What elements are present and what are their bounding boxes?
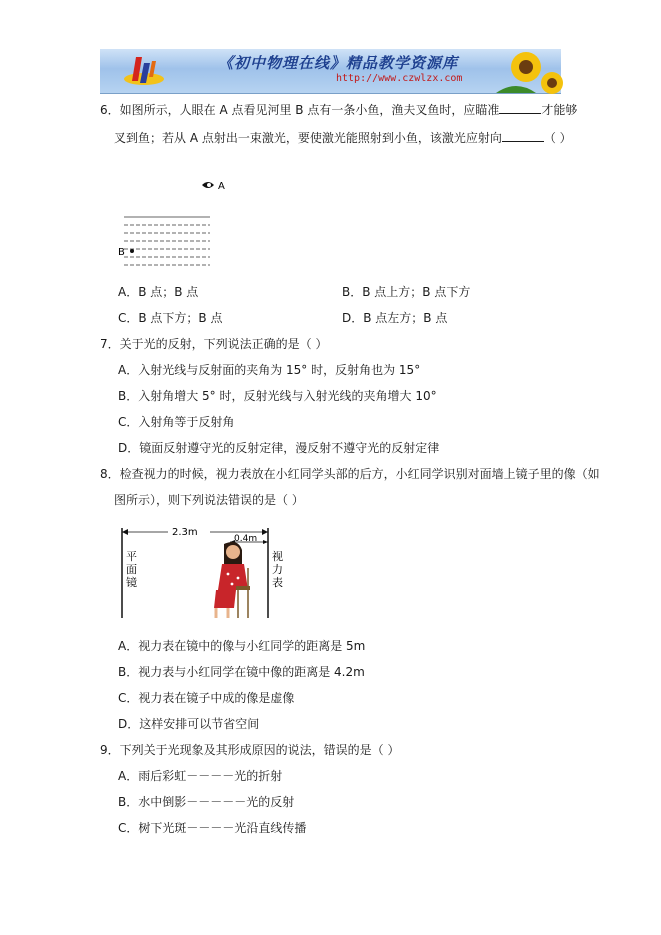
- q6-stem-line2: 叉到鱼；若从 A 点射出一束激光，要使激光能照射到小鱼，该激光应射向 （ ）: [114, 128, 572, 146]
- q8-option-b[interactable]: B．视力表与小红同学在镜中像的距离是 4.2m: [118, 665, 365, 679]
- q6-option-a[interactable]: A．B 点；B 点: [118, 285, 199, 299]
- q7-option-a[interactable]: A．入射光线与反射面的夹角为 15° 时，反射角也为 15°: [118, 363, 421, 377]
- q6-figure: [110, 175, 225, 275]
- q9-stem: 9．下列关于光现象及其形成原因的说法，错误的是（ ）: [100, 743, 400, 757]
- eye-icon: [202, 182, 214, 188]
- q6-option-c[interactable]: C．B 点下方；B 点: [118, 311, 223, 325]
- q6-blank-1: [499, 100, 541, 114]
- q8-figure: [118, 520, 288, 620]
- q8-stem-line1: 8．检查视力的时候，视力表放在小红同学头部的后方，小红同学识别对面墙上镜子里的像（如: [100, 467, 600, 481]
- water-lines: [124, 217, 210, 265]
- sunflower-icon: [496, 49, 561, 93]
- banner-url: http://www.czwlzx.com: [336, 73, 463, 84]
- point-b-label: B: [118, 247, 125, 258]
- fish-point-b: [130, 249, 134, 253]
- q6-stem-line1: 6．如图所示，人眼在 A 点看见河里 B 点有一条小鱼，渔夫叉鱼时，应瞄准 才能够: [100, 100, 577, 118]
- q8-option-d[interactable]: D．这样安排可以节省空间: [118, 717, 260, 731]
- q9-option-a[interactable]: A．雨后彩虹－－－－光的折射: [118, 769, 283, 783]
- mirror-label-1: 平: [126, 550, 137, 563]
- q7-option-c[interactable]: C．入射角等于反射角: [118, 415, 235, 429]
- mirror-label-3: 镜: [126, 576, 137, 589]
- chart-label-2: 力: [272, 563, 283, 576]
- q6-blank-2: [502, 128, 544, 142]
- q7-option-b[interactable]: B．入射角增大 5° 时，反射光线与入射光线的夹角增大 10°: [118, 389, 437, 403]
- q9-option-c[interactable]: C．树下光斑－－－－光沿直线传播: [118, 821, 307, 835]
- point-a-label: A: [218, 181, 225, 192]
- chart-label-3: 表: [272, 576, 283, 589]
- q9-option-b[interactable]: B．水中倒影－－－－－光的反射: [118, 795, 295, 809]
- q7-stem: 7．关于光的反射，下列说法正确的是（ ）: [100, 337, 328, 351]
- q8-stem-line2: 图所示），则下列说法错误的是（ ）: [114, 493, 304, 507]
- site-logo-icon: [122, 53, 166, 89]
- q7-option-d[interactable]: D．镜面反射遵守光的反射定律，漫反射不遵守光的反射定律: [118, 441, 440, 455]
- chart-label-1: 视: [272, 550, 283, 563]
- q8-option-c[interactable]: C．视力表在镜子中成的像是虚像: [118, 691, 295, 705]
- q6-option-b[interactable]: B．B 点上方；B 点下方: [342, 285, 471, 299]
- seated-girl-icon: [214, 542, 250, 618]
- distance-total-label: 2.3m: [172, 527, 198, 538]
- header-banner: [100, 49, 561, 94]
- distance-small-label: 0.4m: [234, 534, 258, 544]
- banner-title: 《初中物理在线》精品教学资源库: [218, 54, 459, 72]
- mirror-label-2: 面: [126, 563, 137, 576]
- q6-option-d[interactable]: D．B 点左方；B 点: [342, 311, 448, 325]
- q8-option-a[interactable]: A．视力表在镜中的像与小红同学的距离是 5m: [118, 639, 366, 653]
